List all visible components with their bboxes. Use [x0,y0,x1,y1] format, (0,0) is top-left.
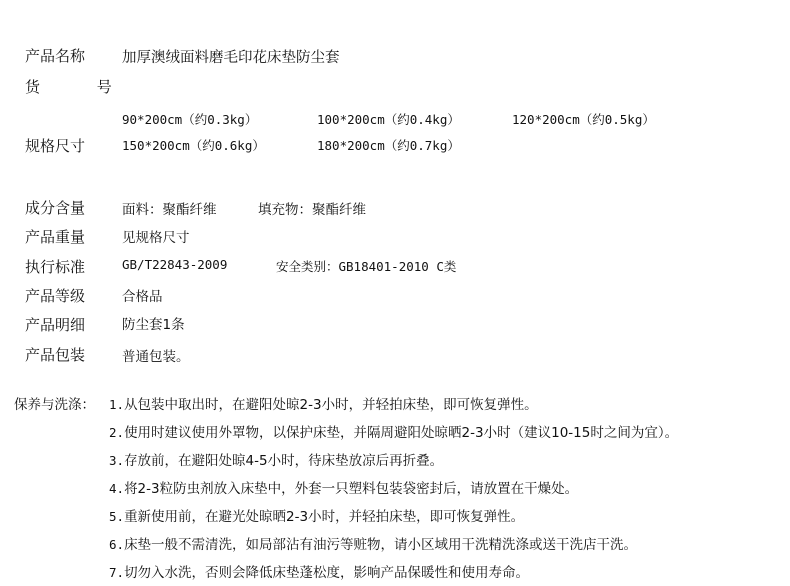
packaging-label: 产品包装 [25,346,86,364]
care-item-text: 存放前，在避阳处晾4-5小时，待床垫放凉后再折叠。 [124,453,444,469]
care-title: 保养与洗涤： [14,397,95,413]
weight-label: 产品重量 [25,228,86,246]
standard-value: GB/T22843-2009 [122,257,228,272]
weight-value: 见规格尺寸 [122,230,190,246]
care-item [109,393,538,413]
spec-size: 120*200cm（约0.5kg） [512,112,655,127]
item-no-label: 货 号 [25,78,138,96]
spec-size: 180*200cm（约0.7kg） [317,138,460,153]
care-item-number: 7. [109,565,125,580]
care-item-text: 切勿入水洗，否则会降低床垫蓬松度，影响产品保暖性和使用寿命。 [124,565,530,581]
care-item-text: 从包装中取出时，在避阳处晾2-3小时，并轻拍床垫，即可恢复弹性。 [124,397,538,413]
care-item-text: 床垫一般不需清洗，如局部沾有油污等赃物，请小区域用干洗精洗涤或送干洗店干洗。 [124,537,638,553]
care-item-number: 1. [109,397,125,412]
care-item [109,477,578,497]
spec-size: 100*200cm（约0.4kg） [317,112,460,127]
care-item [109,421,678,441]
care-item-number: 5. [109,509,125,524]
care-item [109,561,529,581]
product-name-value: 加厚澳绒面料磨毛印花床垫防尘套 [122,50,340,66]
care-item-number: 4. [109,481,125,496]
care-item [109,505,524,525]
grade-value: 合格品 [122,289,163,305]
spec-size: 90*200cm（约0.3kg） [122,112,258,127]
care-item-text: 重新使用前，在避光处晾晒2-3小时，并轻拍床垫，即可恢复弹性。 [124,509,525,525]
composition-fabric: 面料：聚酯纤维 [122,202,217,218]
composition-filling: 填充物：聚酯纤维 [258,202,366,218]
care-item-number: 6. [109,537,125,552]
packaging-value: 普通包装。 [122,349,190,365]
specs-label: 规格尺寸 [25,137,86,155]
care-item-text: 将2-3粒防虫剂放入床垫中，外套一只塑料包装袋密封后，请放置在干燥处。 [124,481,579,497]
standard-label: 执行标准 [25,258,86,276]
product-name-label: 产品名称 [25,47,86,65]
details-value: 防尘套1条 [122,317,185,333]
composition-label: 成分含量 [25,199,86,217]
safety-category: 安全类别：GB18401-2010 C类 [276,259,457,274]
details-label: 产品明细 [25,316,86,334]
care-item-number: 3. [109,453,125,468]
spec-size: 150*200cm（约0.6kg） [122,138,265,153]
care-item-number: 2. [109,425,125,440]
care-item [109,449,443,469]
care-item [109,533,637,553]
care-item-text: 使用时建议使用外罩物，以保护床垫，并隔周避阳处晾晒2-3小时（建议10-15时之间为宜）。 [124,425,679,441]
grade-label: 产品等级 [25,287,86,305]
